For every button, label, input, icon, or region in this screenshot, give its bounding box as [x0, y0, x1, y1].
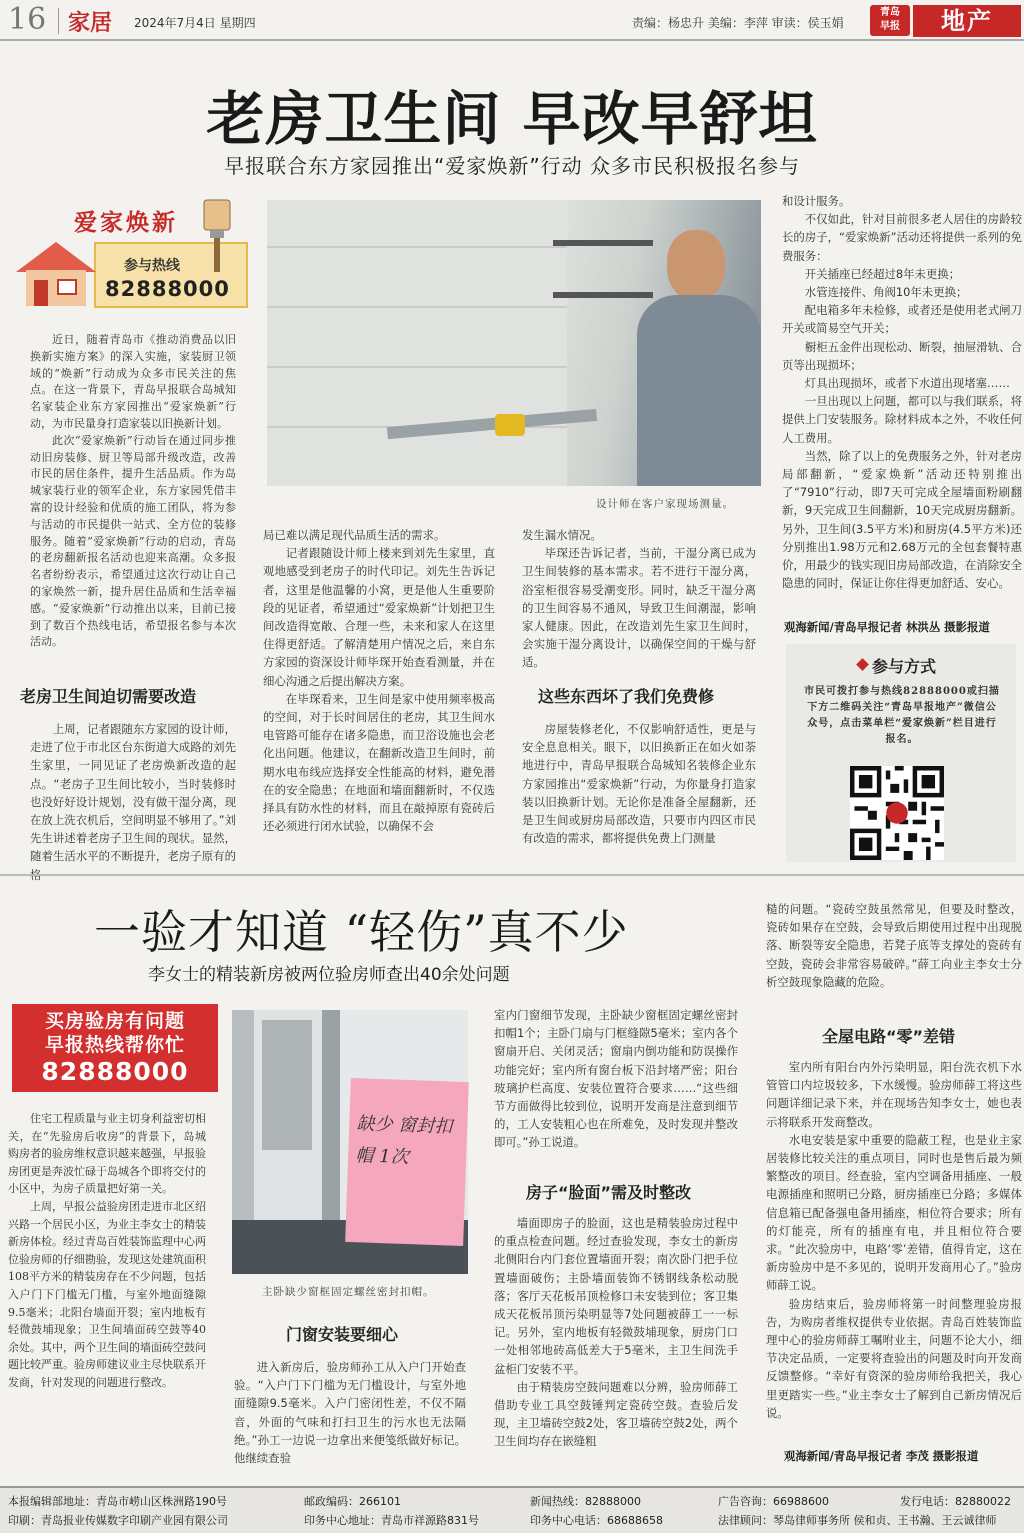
promo-line: 参与热线 [124, 258, 180, 274]
brand-logo-top: 青岛 [880, 7, 900, 18]
article1-col2 [263, 526, 495, 864]
footer-legal-counsel: 法律顾问：琴岛律师事务所 侯和贞、王书瀚、王云诚律师 [718, 1514, 997, 1527]
section-name: 家居 [68, 11, 113, 36]
article2-col3 [494, 1006, 738, 1168]
house-icon [12, 238, 100, 308]
brand-logo [870, 5, 910, 36]
article2-col2 [234, 1358, 466, 1468]
article2-col4 [766, 900, 1022, 1010]
footer-news-hotline: 新闻热线：82888000 [530, 1495, 641, 1508]
article1-col3-p1: 发生漏水情况。 [522, 528, 602, 542]
photo-person-head [667, 230, 725, 300]
hotline-box [12, 1004, 218, 1092]
article1-col1b [30, 720, 236, 882]
article2-col3b-p2: 由于精装房空鼓问题难以分辨，验房师薛工借助专业工具空鼓锤判定瓷砖空鼓。查验后发现，主卫墙砖空鼓2处，客卫墙砖空鼓2处，两个卫生间均存在嵌缝粗 [494, 1379, 738, 1449]
qr-code-icon [850, 766, 944, 860]
article2-col3b-p1: 墙面即房子的脸面，这也是精装验房过程中的重点检查问题。经过查验发现，李女士的新房北侧阳台内门套位置墙面开裂；南次卧门把手位置墙面破伤；主卧墙面装饰不锈钢线条松动脱落；客厅天花板吊顶检修口未安装到位；客卫集成天花板吊顶污染明显等7处问题被薛工一一标记。另外，室内地板有轻微鼓埔现象，厨房门口一处相邻地砖高低差大于5毫米，主卫生间洗手盆柜门安装不平。 [494, 1216, 738, 1376]
participation-box [786, 644, 1016, 862]
article2-subhead: 李女士的精装新房被两位验房师查出40余处问题 [148, 965, 510, 985]
photo-tile-wall [267, 200, 567, 486]
footer-print-address: 印务中心地址：青岛市祥源路831号 [304, 1514, 479, 1527]
article1-col4-p9: 当然，除了以上的免费服务之外，针对老房局部翻新，“爱家焕新”活动还特别推出了“7910”行动，即7天可完成全屋墙面粉刷翻新，9天完成卫生间翻新，10天完成厨房翻新。另外，卫生间(3.5平方米)和厨房(4.5平方米)还分别推出1.98万元和2.68万元的全包套餐特惠价，用最少的钱实现旧房局部改造，在消除安全隐患的同时，保证让你住得更加舒适、安心。 [782, 448, 1022, 591]
photo2-caption: 主卧缺少窗框固定螺丝密封扣帽。 [262, 1286, 435, 1298]
window-note-photo [232, 1010, 468, 1274]
article2-col3b [494, 1214, 738, 1468]
article2-col2-p1: 进入新房后，验房师孙工从入户门开始查验。“入户门下门槛为无门槛设计，与室外地面缝隙9.5毫米。入户门密闭性差，不仅不隔音，外面的气味和打扫卫生的污水也无法隔绝。”孙工一边说一边拿出来便笺纸做好标记。他继续查验 [234, 1360, 466, 1466]
article2-sub2: 房子“脸面”需及时整改 [526, 1183, 692, 1202]
brand-logo-bottom: 早报 [880, 21, 900, 32]
article1-col4-p7: 灯具出现损坏，或者下水道出现堵塞…… [804, 376, 1010, 391]
promo-badge [12, 198, 248, 310]
article1-col3b [522, 720, 756, 864]
article1-col4-p3: 开关插座已经超过8年未更换； [804, 266, 961, 281]
photo-building [262, 1020, 312, 1150]
photo1-caption: 设计师在客户家现场测量。 [596, 498, 734, 510]
article1-col4-p5: 配电箱多年未检修，或者还是使用老式闸刀开关或简易空气开关； [782, 303, 1022, 336]
article1-col4 [782, 192, 1022, 616]
box-title: 参与方式 [872, 657, 937, 676]
topic-label [913, 5, 1021, 37]
article2-col1 [8, 1110, 206, 1466]
header-divider [58, 8, 59, 34]
article1-col2-p2: 记者跟随设计师上楼来到刘先生家里，直观地感受到老房子的时代印记。刘先生告诉记者，这里是他温馨的小窝，更是他人生重要阶段的见证者，希望通过“爱家焕新”计划把卫生间改造得宽敞、合理一些，未来和家人在这里住得更舒适。了解清楚用户情况之后，来自东方家园的资深设计师毕琛开始查看测量，并在细心沟通之后提出解决方案。 [263, 546, 495, 688]
article1-col2-p1: 局已难以满足现代品质生活的需求。 [263, 528, 446, 542]
paint-brush-icon [190, 198, 248, 278]
article1-col3b-p1: 房屋装修老化，不仅影响舒适性，更是与安全息息相关。眼下，以旧换新正在如火如荼地进行中，青岛早报联合岛城知名装修企业东方家园推出“爱家焕新”行动，为你量身打造家装以旧换新计划。无论你是准备全屋翻新，还是卫生间或厨房局部改造，只要市内四区市民有改造的需求，都将提供免费上门测量 [522, 722, 756, 846]
article1-byline: 观海新闻/青岛早报记者 林洪丛 摄影报道 [784, 620, 990, 634]
article2-col4b-p3: 验房结束后，验房师将第一时间整理验房报告，为购房者维权提供专业依据。青岛百姓装饰监理中心的验房师薛工嘱咐业主，问题不论大小，细节决定品质，一定要将查验出的问题及时向开发商反馈整修。“幸好有资深的验房师给我把关，我心里更踏实一些。”业主李女士了解到自己新房情况后说。 [766, 1296, 1022, 1420]
article2-col4b [766, 1058, 1022, 1446]
article2-col1-p1: 住宅工程质量与业主切身利益密切相关，在“先验房后收房”的背景下，岛城购房者的验房维权意识越来越强，早报验房团更是奔波忙碌于岛城各个即将交付的小区中，为房子质量把好第一关。 [8, 1112, 206, 1196]
article1-col4-p1: 和设计服务。 [782, 194, 851, 208]
article2-col4b-p2: 水电安装是家中重要的隐蔽工程，也是业主家居装修比较关注的重点项目，同时也是售后最为频繁整改的项目。经查验，室内空调备用插座、一般电源插座和照明已分路，厨房插座已分路；多媒体信息箱已配备强电备用插座，相位符合要求；所有的灯能亮，所有的插座有电，并且相位符合要求。“此次验房中，电路‘零’差错，值得肯定，这在新房验房中是不多见的，说明开发商用心了。”验房师薛工说。 [766, 1132, 1022, 1293]
article1-col1b-p1: 上周，记者跟随东方家园的设计师，走进了位于市北区台东街道大成路的刘先生家里，一同见证了老房焕新改造的起点。“老房子卫生间比较小，当时装修时也没好好设计规划，没有做干湿分离，现在放上洗衣机后，空间明显不够用了。”刘先生讲述着老房子卫生间的现状。显然，随着生活水平的不断提升，老房子原有的格 [30, 722, 236, 882]
designer-measuring-photo [267, 200, 761, 486]
photo-tape-measure [495, 414, 525, 436]
article1-col4-p8: 一旦出现以上问题，都可以与我们联系，将提供上门安装服务。除材料成本之外，不收任何人工费用。 [782, 394, 1022, 445]
footer-bar [0, 1486, 1024, 1533]
article2-col4-p1: 糙的问题。“瓷砖空鼓虽然常见，但要及时整改，瓷砖如果存在空鼓，会导致后期使用过程中出现脱落、断裂等安全隐患，若凳子底等支撑处的瓷砖有空鼓，瓷砖会非常容易破碎。”薛工向业主李女士分析空鼓现象隐藏的危险。 [766, 902, 1022, 989]
article1-col3 [522, 526, 756, 672]
hotline-phone: 82888000 [41, 1057, 189, 1086]
hotline-line2: 早报热线帮你忙 [44, 1034, 185, 1056]
article2-sub1: 门窗安装要细心 [286, 1325, 399, 1344]
footer-ad-phone: 广告咨询：66988600 [718, 1495, 829, 1508]
page-number: 16 [8, 2, 47, 37]
diamond-icon [856, 658, 869, 671]
article1-headline: 老房卫生间 早改早舒坦 [206, 85, 818, 153]
topic-text: 地产 [941, 6, 993, 35]
article1-sub1: 老房卫生间迫切需要改造 [20, 687, 197, 706]
article1-col1 [30, 332, 236, 678]
article1-col2-p3: 在毕琛看来，卫生间是家中使用频率极高的空间，对于长时间居住的老房，其卫生间水电管路可能存在诸多隐患，而卫浴设施也会老化出问题。他建议，在翻新改造卫生间时，前期水电布线应选择安全性能高的材料，避免潜在的安全隐患；在地面和墙面翻新时，不仅选择具有防水性的材料，而且在敲掉原有瓷砖后还必须进行闭水试验，以确保不会 [263, 691, 495, 834]
article1-col1-p1: 近日，随着青岛市《推动消费品以旧换新实施方案》的深入实施，家装厨卫领域的“焕新”行动成为众多市民关注的焦点。在这一背景下，青岛早报联合岛城知名家装企业东方家园推出“爱家焕新”行动，为市民量身打造家装以旧换新计划。 [30, 333, 236, 430]
article2-col4b-p1: 室内所有阳台内外污染明显，阳台洗衣机下水管管口内垃圾较多，下水缓慢。验房师薛工将这些问题详细记录下来，并在现场告知李女士，她也表示将联系开发商整改。 [766, 1060, 1022, 1129]
box-text: 市民可拨打参与热线82888000或扫描下方二维码关注“青岛早报地产”微信公众号，点击菜单栏“爱家焕新”栏目进行报名。 [804, 686, 1000, 745]
article2-byline: 观海新闻/青岛早报记者 李茂 摄影报道 [784, 1449, 979, 1463]
article2-col3-p1: 室内门窗细节发现，主卧缺少窗框固定螺丝密封扣帽1个；主卧门扇与门框缝隙5毫米；室内各个窗扇开启、关闭灵活；窗扇内倒功能和防误操作功能完好；室内所有窗台板下沿封堵严密；阳台玻璃护栏高度、安装位置符合要求……“这些细节方面做得比较到位，说明开发商是注意到细节的，工人安装粗心也在所难免，及时发现并整改即可。”孙工说道。 [494, 1008, 738, 1150]
page-header [0, 0, 1024, 40]
article1-col4-p2: 不仅如此，针对目前很多老人居住的房龄较长的房子，“爱家焕新”活动还将提供一系列的免费服务： [782, 212, 1022, 263]
article-divider [0, 874, 1024, 876]
footer-printer: 印刷：青岛报业传媒数字印刷产业园有限公司 [8, 1514, 228, 1527]
promo-phone: 82888000 [105, 277, 230, 301]
article1-col4-p6: 橱柜五金件出现松动、断裂，抽屉滑轨、合页等出现损坏； [782, 339, 1022, 372]
footer-distribution-phone: 发行电话：82880022 [900, 1495, 1011, 1508]
footer-postcode: 邮政编码：266101 [304, 1495, 401, 1508]
photo-person-body [637, 295, 761, 486]
header-rule [0, 39, 1024, 41]
editor-credits: 责编：杨忠升 美编：李萍 审读：侯玉娟 [632, 16, 844, 30]
article1-col1-p2: 此次“爱家焕新”行动旨在通过同步推动旧房装修、厨卫等局部升级改造，改善市民的居住条件，提升生活品质。作为岛城家装行业的领军企业，东方家园凭借丰富的设计经验和优质的施工团队，将为参与活动的市民提供一站式、全方位的装修服务。随着“爱家焕新”行动的启动，青岛的老房翻新报名活动也迎来高潮。众多报名者纷纷表示，希望通过这次行动让自己的家焕然一新，提升居住品质和生活幸福感。“爱家焕新”行动推出以来，目前已接到了数百个热线电话，希望报名参与本次活动。 [30, 433, 236, 649]
article2-sub3: 全屋电路“零”差错 [822, 1027, 956, 1046]
promo-title: 爱家焕新 [74, 209, 178, 236]
footer-editorial-address: 本报编辑部地址：青岛市崂山区株洲路190号 [8, 1495, 227, 1508]
issue-date: 2024年7月4日 星期四 [134, 16, 256, 30]
article2-col1-p2: 上周，早报公益验房团走进市北区绍兴路一个居民小区，为业主李女士的精装新房体检。经过青岛百姓装饰监理中心两位验房师的仔细勘验，发现这处建筑面积108平方米的精装房存在不少问题，包括入户门下门槛无门槛，与室外地面缝隙9.5毫米；北阳台墙面开裂；室内地板有轻微鼓埔现象；卫生间墙面砖空鼓等40余处。其中，两个卫生间的墙面砖空鼓问题比较严重。验房师建议业主尽快联系开发商，针对发现的问题进行整改。 [8, 1199, 206, 1389]
article2-headline: 一验才知道 “轻伤”真不少 [94, 905, 629, 959]
article1-col3-p2: 毕琛还告诉记者，当前，干湿分离已成为卫生间装修的基本需求。若不进行干湿分离，浴室柜很容易受潮变形。同时，缺乏干湿分离的卫生间容易不通风，导致卫生间潮湿，影响家人健康。因此，在改造刘先生家卫生间时，会实施干湿分离设计，以确保空间的干燥与舒适。 [522, 546, 756, 670]
article1-col4-p4: 水管连接件、角阀10年未更换； [804, 285, 968, 300]
sticky-note-text: 缺少 窗封扣帽 1次 [355, 1113, 453, 1169]
footer-print-phone: 印务中心电话：68688658 [530, 1514, 663, 1527]
article1-sub2: 这些东西坏了我们免费修 [538, 687, 715, 706]
photo-shelf-2 [553, 292, 653, 298]
article1-subhead: 早报联合东方家园推出“爱家焕新”行动 众多市民积极报名参与 [223, 154, 801, 178]
photo-shelf [553, 240, 653, 246]
hotline-line1: 买房验房有问题 [44, 1010, 185, 1032]
